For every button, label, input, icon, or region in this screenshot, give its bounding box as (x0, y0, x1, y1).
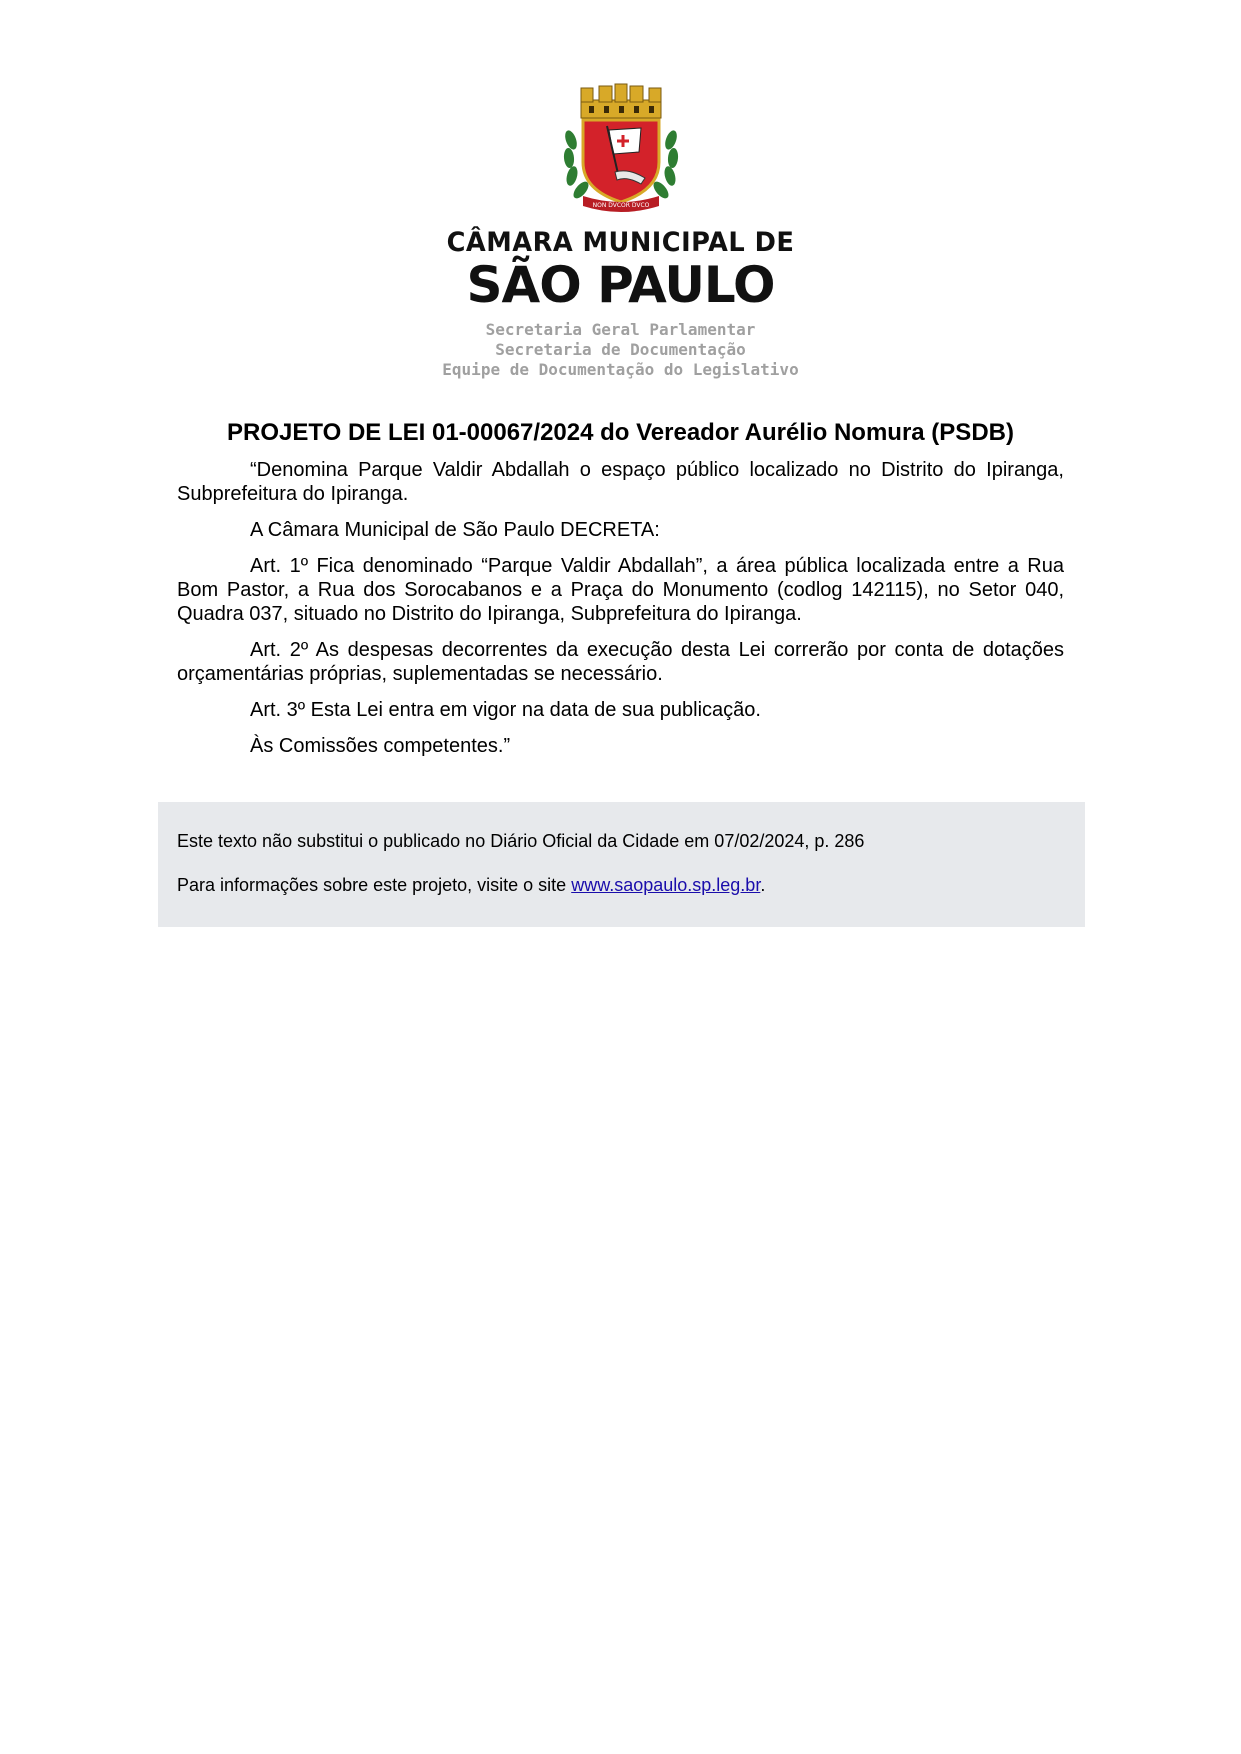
bill-title: PROJETO DE LEI 01-00067/2024 do Vereador Aurélio Nomura (PSDB) (227, 419, 1014, 446)
bill-content (177, 418, 1064, 770)
document-header (0, 82, 1241, 380)
disclaimer-text: Este texto não substitui o publicado no Diário Oficial da Cidade em 07/02/2024, p. 286 (177, 831, 865, 851)
disclaimer-box (158, 802, 1085, 927)
secretariat-documentation: Secretaria de Documentação (495, 340, 746, 359)
documentation-team: Equipe de Documentação do Legislativo (442, 360, 799, 379)
info-prefix: Para informações sobre este projeto, visite o site (177, 875, 572, 895)
committees-line: Às Comissões competentes.” (250, 735, 511, 757)
website-link[interactable]: www.saopaulo.sp.leg.br (571, 875, 761, 895)
coat-motto: NON DVCOR DVCO (592, 202, 649, 209)
article-3: Art. 3º Esta Lei entra em vigor na data de sua publicação. (250, 699, 761, 721)
org-name-line2: SÃO PAULO (466, 256, 775, 314)
info-text (177, 874, 765, 896)
city-coat-of-arms-logo (559, 82, 683, 214)
decree-line: A Câmara Municipal de São Paulo DECRETA: (250, 519, 660, 541)
secretariat-general: Secretaria Geral Parlamentar (485, 320, 756, 339)
info-suffix: . (760, 875, 766, 895)
article-2: Art. 2º As despesas decorrentes da execução desta Lei correrão por conta de dotações orçamentárias próprias, suplementadas se necessário. (177, 639, 1064, 685)
article-1: Art. 1º Fica denominado “Parque Valdir Abdallah”, a área pública localizada entre a Rua Bom Pastor, a Rua dos Sorocabanos e a Praça do Monumento (codlog 142115), no Setor 040, Quadra 037, situado no Distrito do Ipiranga, Subprefeitura do Ipiranga. (177, 555, 1064, 625)
org-name-line1: CÂMARA MUNICIPAL DE (446, 227, 795, 258)
bill-summary: “Denomina Parque Valdir Abdallah o espaço público localizado no Distrito do Ipiranga, Subprefeitura do Ipiranga. (177, 459, 1064, 505)
